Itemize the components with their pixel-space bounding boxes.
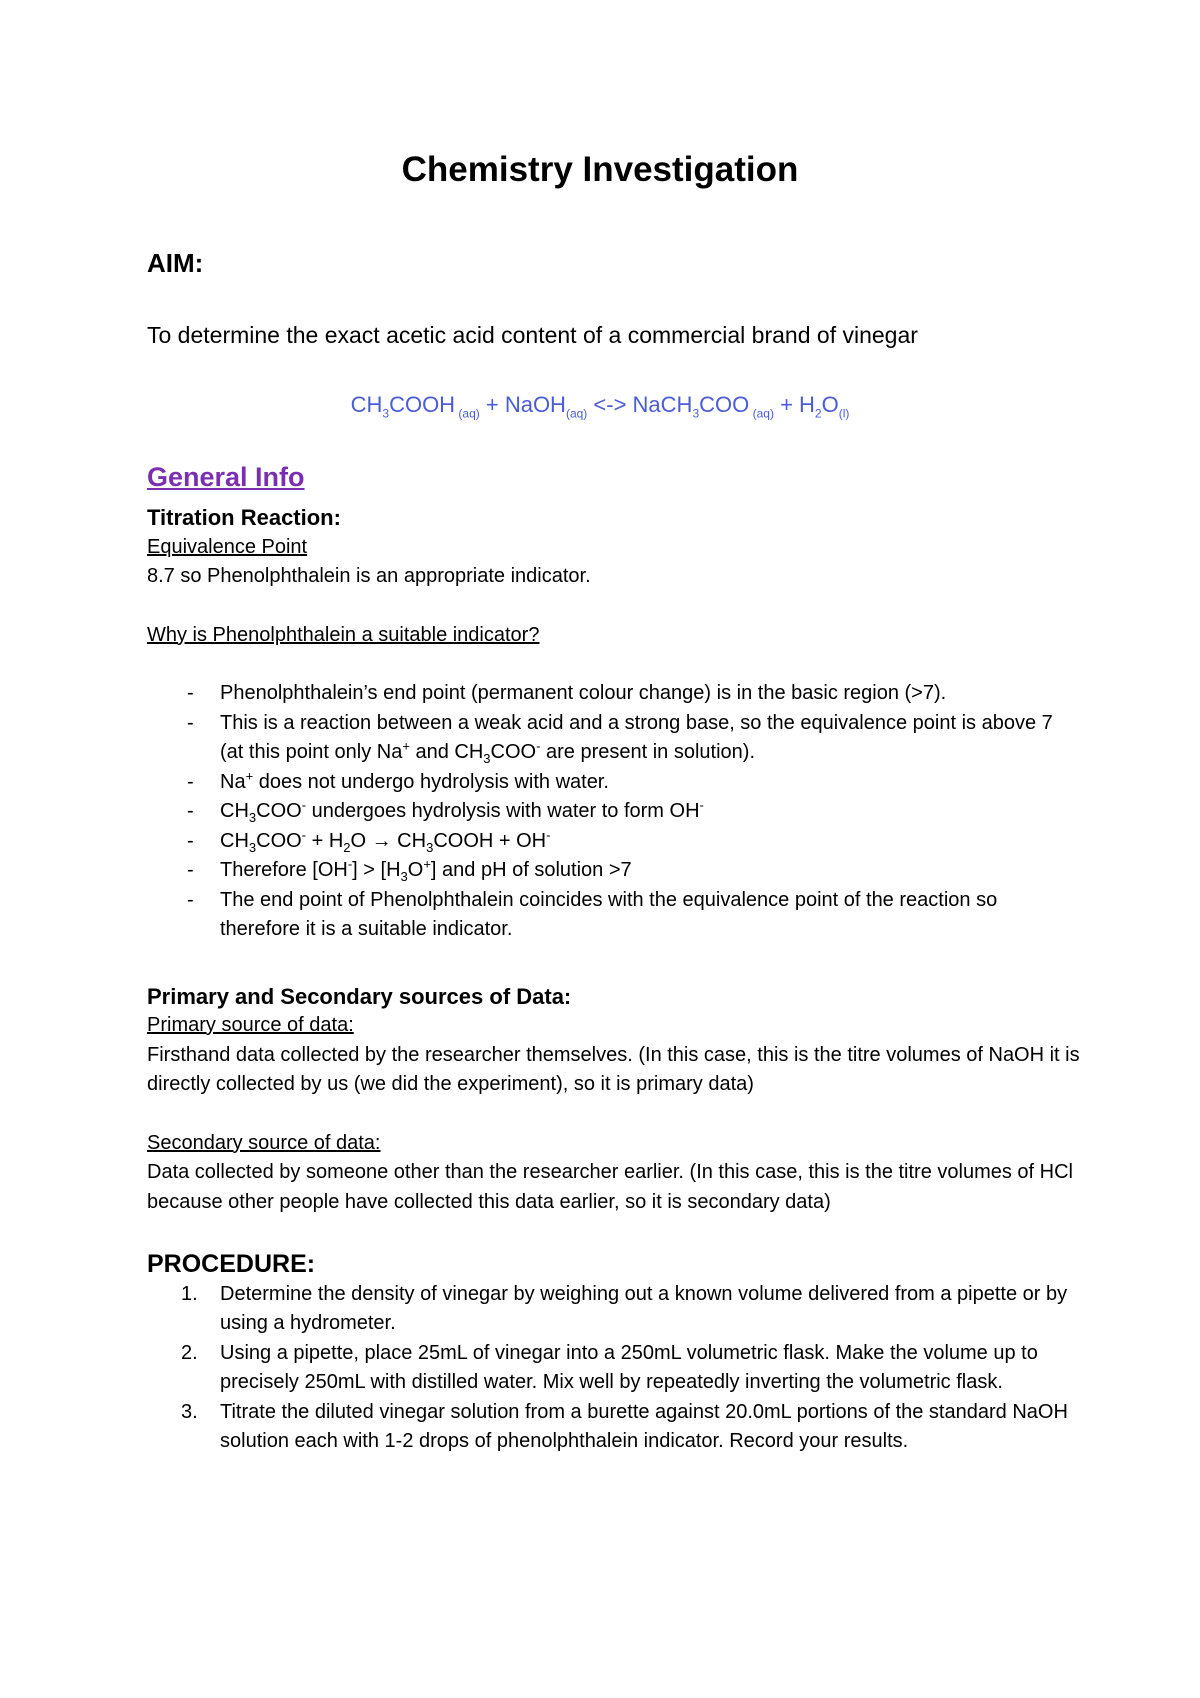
procedure-step (147, 1398, 1080, 1457)
secondary-source-heading: Secondary source of data: (147, 1131, 381, 1154)
step-number: 2. (181, 1341, 198, 1364)
sources-heading: Primary and Secondary sources of Data: (147, 983, 572, 1009)
bullet-item: - Na+ does not undergo hydrolysis with water. (147, 768, 1080, 798)
primary-source-heading: Primary source of data: (147, 1014, 354, 1036)
bullet-item: - The end point of Phenolphthalein coincides with the equivalence point of the reaction so therefore it is a suitable indicator. (147, 886, 1080, 945)
titration-heading: Titration Reaction: (147, 505, 341, 530)
step-text: Titrate the diluted vinegar solution from a burette against 20.0mL portions of the standard NaOH solution each with 1-2 drops of phenolphthalein indicator. Record your results. (220, 1400, 1068, 1452)
procedure-step (147, 1280, 1080, 1339)
general-info-heading: General Info (147, 462, 305, 492)
bullet-item: - $CH_3COO^- + H_2O$ → $CH_3COOH + OH^-$ (147, 827, 1080, 857)
bullet-item: - $CH_3COO^-$ undergoes hydrolysis with water to form OH- (147, 797, 1080, 827)
bullet-item: - Phenolphthalein’s end point (permanent colour change) is in the basic region (>7). (147, 679, 1080, 709)
general-info-section (147, 503, 1080, 1457)
primary-source-text: Firsthand data collected by the researcher themselves. (In this case, this is the titre volumes of NaOH it is directly collected by us (we did the experiment), so it is primary data) (147, 1043, 1080, 1095)
step-number: 3. (181, 1400, 198, 1423)
procedure-heading: PROCEDURE: (147, 1250, 316, 1278)
secondary-source-text: Data collected by someone other than the researcher earlier. (In this case, this is the titre volumes of HCl because other people have collected this data earlier, so it is secondary data) (147, 1161, 1073, 1213)
equivalence-heading: Equivalence Point (147, 535, 308, 558)
indicator-bullet-list (147, 679, 1080, 945)
aim-heading: AIM: (147, 248, 204, 278)
reaction-equation: $CH_3COOH$ $_{(aq)}$ + NaOH$_{(aq)}$ <-> NaCH$_3$COO $_{(aq)} + H_2O_{(l)}$ (350, 392, 850, 421)
step-text: Determine the density of vinegar by weighing out a known volume delivered from a pipette or by using a hydrometer. (220, 1282, 1068, 1334)
equivalence-text: 8.7 so Phenolphthalein is an appropriate indicator. (147, 565, 591, 587)
step-text: Using a pipette, place 25mL of vinegar into a 250mL volumetric flask. Make the volume up to precisely 250mL with distilled water. Mix well by repeatedly inverting the volumetric flask. (220, 1341, 1038, 1393)
page-title: Chemistry Investigation (401, 150, 799, 189)
why-heading: Why is Phenolphthalein a suitable indicator? (147, 623, 540, 646)
procedure-steps (147, 1280, 1080, 1457)
bullet-item: - This is a reaction between a weak acid and a strong base, so the equivalence point is above 7 (at this point only Na+ and $CH_3COO^-$ are present in solution). (147, 709, 1080, 768)
step-number: 1. (181, 1282, 198, 1305)
bullet-item: - Therefore $[OH^-] > [H_3O^+]$ and pH of solution >7 (147, 856, 1080, 886)
aim-text: To determine the exact acetic acid content of a commercial brand of vinegar (147, 322, 918, 348)
procedure-step (147, 1339, 1080, 1398)
